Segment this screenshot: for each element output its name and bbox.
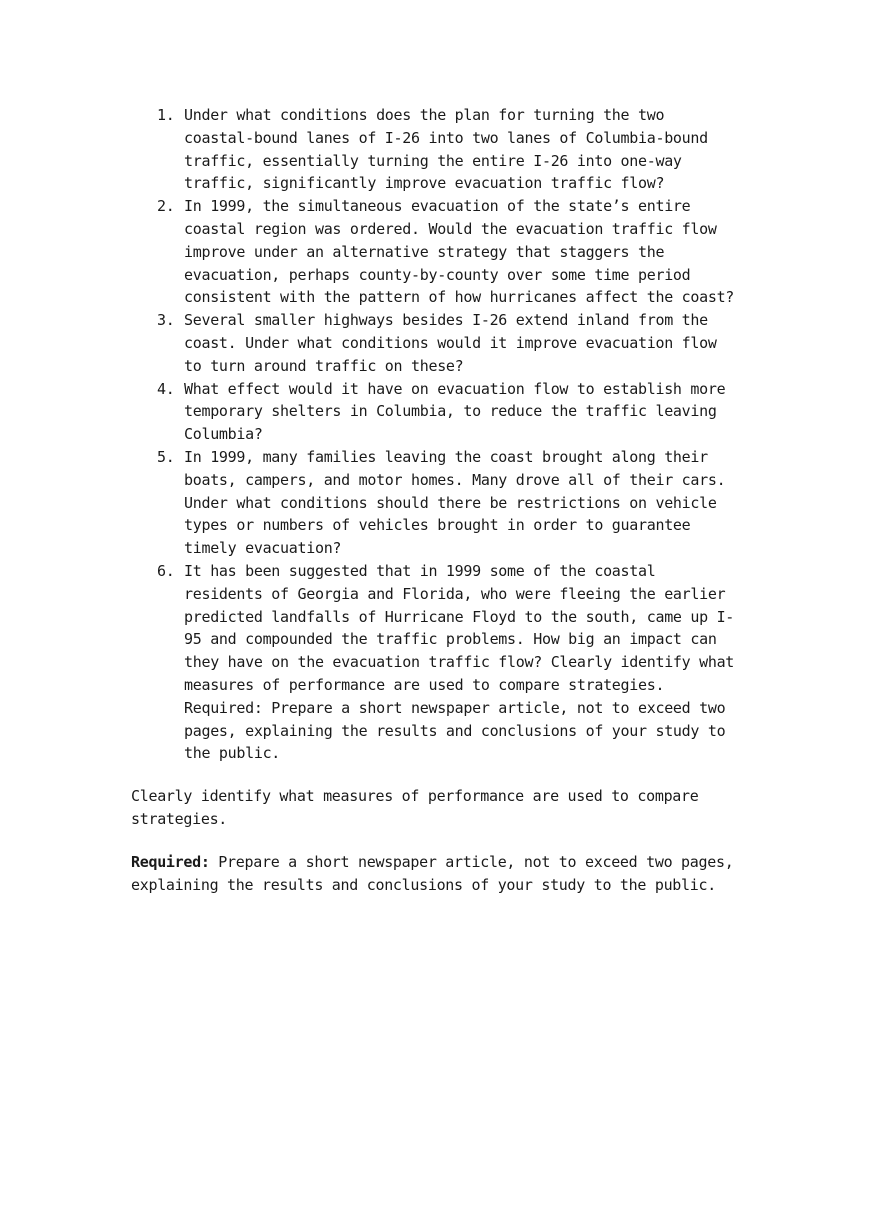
list-item-text: Under what conditions does the plan for turning the two coastal-bound lanes of I-26 into two lanes of Columbia-bound traffic, essentially turning the entire I-26 into one-way traffic, significantly improve evacuation traffic flow? xyxy=(184,106,708,193)
list-item-text: In 1999, many families leaving the coast brought along their boats, campers, and motor homes. Many drove all of their cars. Under what conditions should there be restrictions on vehicle types or numbers of vehicles brought in order to guarantee timely evacuation? xyxy=(184,447,726,558)
question-list xyxy=(131,104,741,765)
list-item-number: 1. xyxy=(157,106,175,124)
list-item-number: 2. xyxy=(157,197,175,216)
list-item xyxy=(157,195,741,309)
list-item xyxy=(157,309,741,377)
list-item xyxy=(157,104,741,195)
document-page xyxy=(131,104,741,896)
list-item-number: 5. xyxy=(157,447,175,466)
required-paragraph xyxy=(131,851,741,897)
list-item xyxy=(157,560,741,765)
list-item-text: Several smaller highways besides I-26 extend inland from the coast. Under what conditions would it improve evacuation flow to turn around traffic on these? xyxy=(184,311,717,375)
list-item-number: 3. xyxy=(157,311,175,330)
list-item-number: 4. xyxy=(157,379,175,398)
list-item-text: It has been suggested that in 1999 some of the coastal residents of Georgia and Florida, who were fleeing the earlier predicted landfalls of Hurricane Floyd to the south, came up I-95 and compounded the traffic problems. How big an impact can they have on the evacuation traffic flow? Clearly identify what measures of performance are used to compare strategies. Required: Prepare a short newspaper article, not to exceed two pages, explaining the results and conclusions of your study to the public. xyxy=(184,561,735,763)
required-text: Prepare a short newspaper article, not to exceed two pages, explaining the results and conclusions of your study to the public. xyxy=(131,852,734,894)
list-item-number: 6. xyxy=(157,561,175,580)
measures-paragraph: Clearly identify what measures of performance are used to compare strategies. xyxy=(131,787,699,828)
list-item-text: In 1999, the simultaneous evacuation of the state’s entire coastal region was ordered. Would the evacuation traffic flow improve under an alternative strategy that staggers the evacuation, perhaps county-by-county over some time period consistent with the pattern of how hurricanes affect the coast? xyxy=(184,197,735,307)
list-item-text: What effect would it have on evacuation flow to establish more temporary shelters in Columbia, to reduce the traffic leaving Columbia? xyxy=(184,379,726,444)
list-item xyxy=(157,446,741,560)
list-item xyxy=(157,378,741,446)
required-label: Required: xyxy=(131,852,210,871)
